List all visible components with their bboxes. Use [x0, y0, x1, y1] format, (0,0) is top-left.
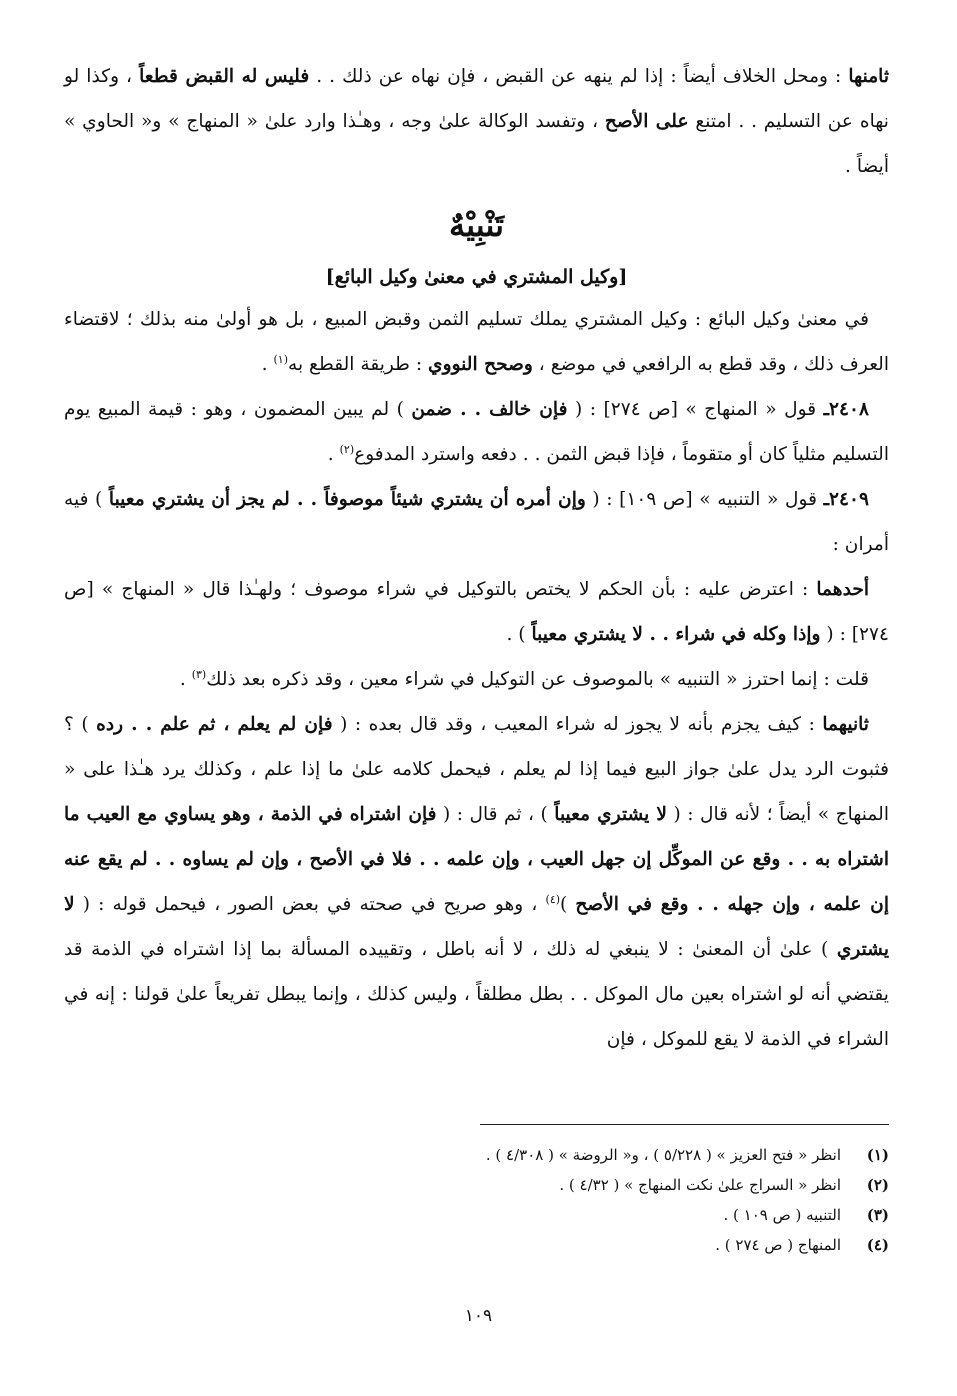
footnote	[64, 1140, 889, 1170]
text-run: ) علىٰ أن المعنىٰ : لا ينبغي له ذلك ، لا أنه باطل ، وتقييده المسألة بما إذا اشتراه في الذمة قد يقتضي أنه لو اشتراه بعين مال الموكل . . بطل مطلقاً ، وليس كذلك ، وإنما يبطل تفريعاً علىٰ قولنا : إنه في الشراء في الذمة لا يقع للموكل ، فإن	[64, 939, 889, 1050]
text-run: : ومحل الخلاف أيضاً : إذا لم ينهه عن القبض ، فإن نهاه عن ذلك . .	[309, 66, 849, 87]
footnote-number: (٣)	[866, 1206, 889, 1224]
bold-run: وصحح النووي	[428, 354, 533, 375]
bold-run: وإذا وكله في شراء . . لا يشتري معيباً	[531, 624, 821, 645]
bold-run: فليس له القبض قطعاً	[139, 66, 310, 87]
footnote-divider	[480, 1124, 889, 1125]
footnotes	[64, 1140, 889, 1260]
text-run: : اعترض عليه : بأن الحكم لا يختص بالتوكيل في شراء موصوف ؛ ولهـٰذا قال « المنهاج » [ص ٢٧٤] : (	[64, 579, 889, 645]
lead-word: ثانيهما	[822, 714, 869, 735]
footnote-ref[interactable]: (٣)	[191, 667, 207, 681]
text-run: ) .	[506, 624, 532, 645]
main-text	[64, 54, 889, 1062]
section-subheading: [وكيل المشتري في معنىٰ وكيل البائع]	[325, 266, 628, 288]
paragraph-tanbih	[64, 297, 889, 387]
footnote-text: المنهاج ( ص ٢٧٤ ) .	[715, 1236, 841, 1254]
footnote-text: انظر « السراج علىٰ نكت المنهاج » ( ٤/٣٢ ) .	[559, 1176, 841, 1194]
bold-run: فإن اشتراه في الذمة ، وهو يساوي مع العيب ما اشتراه به . . وقع عن الموكِّل إن جهل العيب ، وإن علمه . . فلا في الأصح ، وإن لم يساوه . . لم يقع عنه إن علمه ، وإن جهله . . وقع في الأصح	[64, 804, 889, 915]
paragraph-eighth	[64, 54, 889, 189]
bold-run: لا يشتري معيباً	[554, 804, 667, 825]
footnote-number: (٢)	[866, 1176, 889, 1194]
paragraph-first	[64, 567, 889, 657]
footnote-ref[interactable]: (٢)	[339, 442, 355, 456]
paragraph-2409	[64, 477, 889, 567]
entry-number: ٢٤٠٨ـ	[823, 399, 869, 420]
text-run: .	[179, 669, 192, 690]
text-run: ) لم يبين المضمون ، وهو : قيمة المبيع يوم التسليم مثلياً كان أو متقوماً ، فإذا قبض الثمن . . دفعه واسترد المدفوع	[64, 399, 889, 465]
bold-run: لا يشتري	[64, 894, 889, 960]
text-run: ) فيه أمران :	[64, 489, 889, 555]
paragraph-qultu	[64, 657, 889, 702]
text-run: قلت : إنما احترز « التنبيه » بالموصوف عن التوكيل في شراء معين ، وقد ذكره بعد ذلك	[206, 669, 869, 690]
text-run: )	[560, 894, 576, 915]
bold-run: فإن لم يعلم ، ثم علم . . رده	[96, 714, 333, 735]
bold-run: وإن أمره أن يشتري شيئاً موصوفاً . . لم يجز أن يشتري معيباً	[108, 489, 586, 510]
page-number: ١٠٩	[464, 1306, 493, 1326]
text-run: : كيف يجزم بأنه لا يجوز له شراء المعيب ، وقد قال بعده : (	[332, 714, 823, 735]
text-run: ، وهو صريح في صحته في بعض الصور ، فيحمل قوله : (	[74, 894, 546, 915]
footnote	[64, 1200, 889, 1230]
footnote-ref[interactable]: (١)	[273, 352, 288, 366]
footnote-number: (٤)	[866, 1236, 889, 1254]
lead-word: أحدهما	[816, 579, 869, 600]
footnote-number: (١)	[866, 1146, 889, 1164]
text-run: ) ، ثم قال : (	[436, 804, 555, 825]
bold-run: على الأصح	[604, 111, 689, 132]
section-heading: تَنْبِيْهٌ	[448, 206, 505, 244]
text-run: ، وتفسد الوكالة علىٰ وجه ، وهـٰذا وارد علىٰ « المنهاج » و« الحاوي » أيضاً .	[64, 111, 889, 177]
text-run: قول « التنبيه » [ص ١٠٩] : (	[585, 489, 824, 510]
paragraph-second	[64, 702, 889, 1062]
entry-number: ٢٤٠٩ـ	[823, 489, 869, 510]
text-run: ، وكذا لو نهاه عن التسليم . . امتنع	[64, 66, 889, 132]
text-run: .	[327, 444, 340, 465]
footnote-text: التنبيه ( ص ١٠٩ ) .	[723, 1206, 841, 1224]
text-run: ) ؟ فثبوت الرد يدل علىٰ جواز البيع فيما إذا لم يعلم ، فيحمل كلامه علىٰ ما إذا علم ، وكذلك يرد هـٰذا على « المنهاج » أيضاً ؛ لأنه قال : (	[64, 714, 889, 825]
lead-word: ثامنها	[848, 66, 889, 87]
text-run: : طريقة القطع به	[288, 354, 429, 375]
text-run: قول « المنهاج » [ص ٢٧٤] : (	[567, 399, 824, 420]
footnote	[64, 1170, 889, 1200]
paragraph-2408	[64, 387, 889, 477]
footnote-ref[interactable]: (٤)	[545, 892, 561, 906]
footnote	[64, 1230, 889, 1260]
bold-run: فإن خالف . . ضمن	[411, 399, 568, 420]
text-run: في معنىٰ وكيل البائع : وكيل المشتري يملك تسليم الثمن وقبض المبيع ، بل هو أولىٰ منه بذلك ؛ لاقتضاء العرف ذلك ، وقد قطع به الرافعي في موضع ،	[64, 309, 889, 375]
text-run: .	[261, 354, 274, 375]
footnote-text: انظر « فتح العزيز » ( ٥/٢٢٨ ) ، و« الروضة » ( ٤/٣٠٨ ) .	[485, 1146, 841, 1164]
